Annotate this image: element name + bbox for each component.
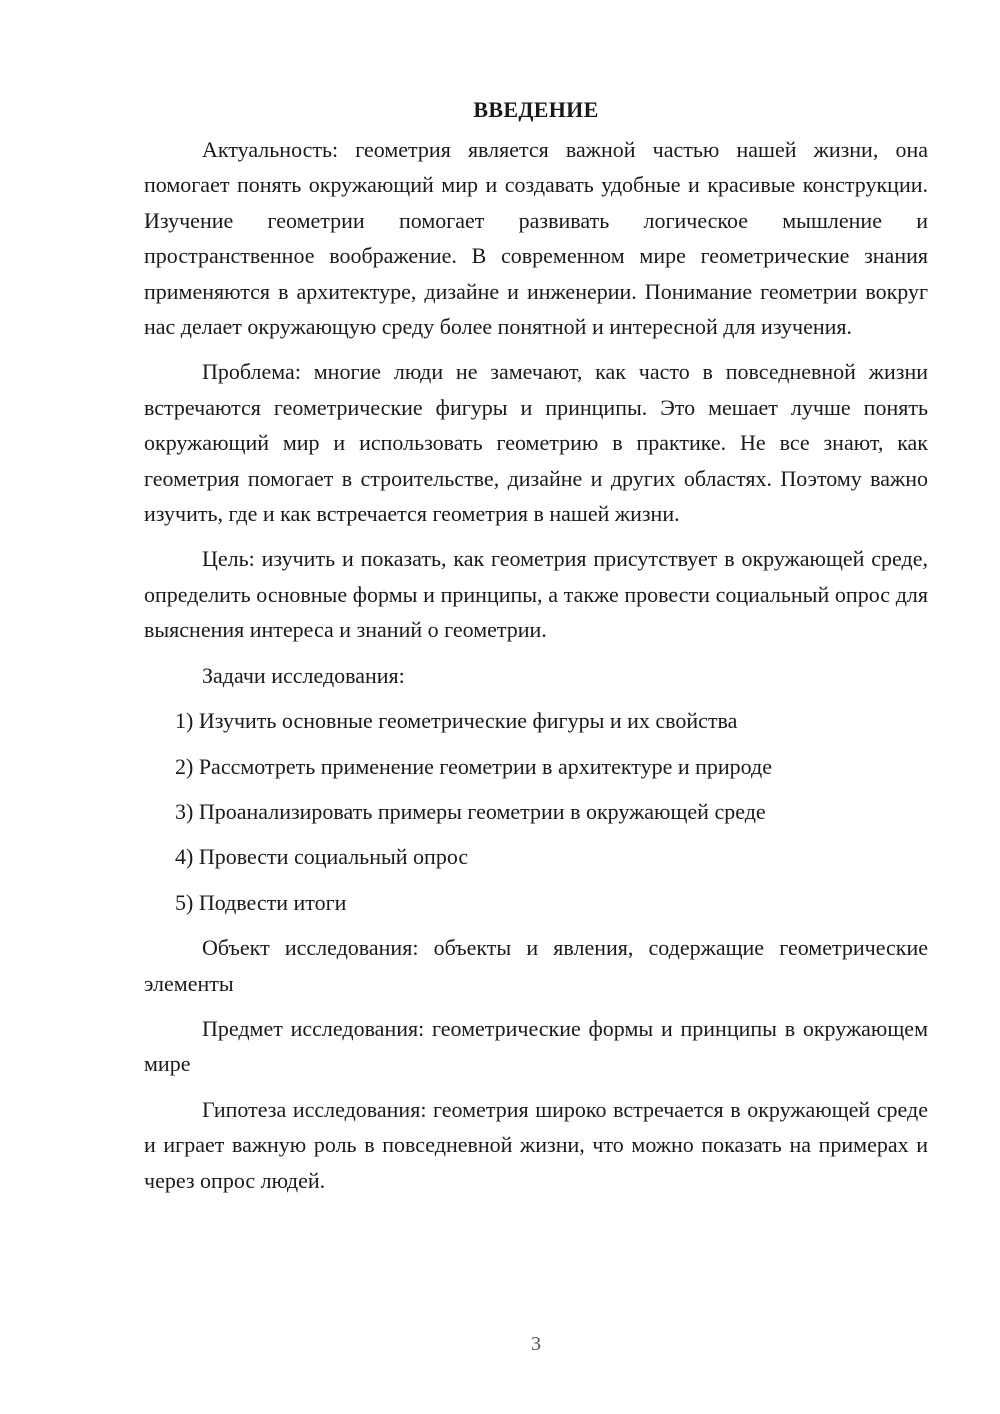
task-list (144, 703, 928, 920)
task-item-1: 1) Изучить основные геометрические фигуры и их свойства (175, 708, 738, 734)
page-title: ВВЕДЕНИЕ (473, 97, 599, 122)
task-item-3: 3) Проанализировать примеры геометрии в окружающей среде (175, 798, 766, 824)
research-subject-paragraph: Предмет исследования: геометрические формы и принципы в окружающем мире (144, 1015, 928, 1077)
goal-paragraph: Цель: изучить и показать, как геометрия присутствует в окружающей среде, определить основные формы и принципы, а также провести социальный опрос для выяснения интереса и знаний о геометрии. (144, 546, 928, 643)
task-item-2: 2) Рассмотреть применение геометрии в архитектуре и природе (175, 753, 772, 779)
page-content (144, 92, 928, 1208)
tasks-title: Задачи исследования: (202, 662, 405, 688)
relevance-paragraph: Актуальность: геометрия является важной частью нашей жизни, она помогает понять окружающий мир и создавать удобные и красивые конструкции. Изучение геометрии помогает развивать логическое мышление и пространственное воображение. В современном мире геометрические знания применяются в архитектуре, дизайне и инженерии. Понимание геометрии вокруг нас делает окружающую среду более понятной и интересной для изучения. (144, 137, 928, 340)
task-item-5: 5) Подвести итоги (175, 889, 347, 915)
page-number: 3 (531, 1333, 541, 1355)
problem-paragraph: Проблема: многие люди не замечают, как часто в повседневной жизни встречаются геометрические фигуры и принципы. Это мешает лучше понять окружающий мир и использовать геометрию в практике. Не все знают, как геометрия помогает в строительстве, дизайне и других областях. Поэтому важно изучить, где и как встречается геометрия в нашей жизни. (144, 359, 928, 527)
task-item-4: 4) Провести социальный опрос (175, 844, 469, 870)
research-object-paragraph: Объект исследования: объекты и явления, содержащие геометрические элементы (144, 935, 928, 996)
hypothesis-paragraph: Гипотеза исследования: геометрия широко встречается в окружающей среде и играет важную роль в повседневной жизни, что можно показать на примерах и через опрос людей. (144, 1096, 928, 1193)
